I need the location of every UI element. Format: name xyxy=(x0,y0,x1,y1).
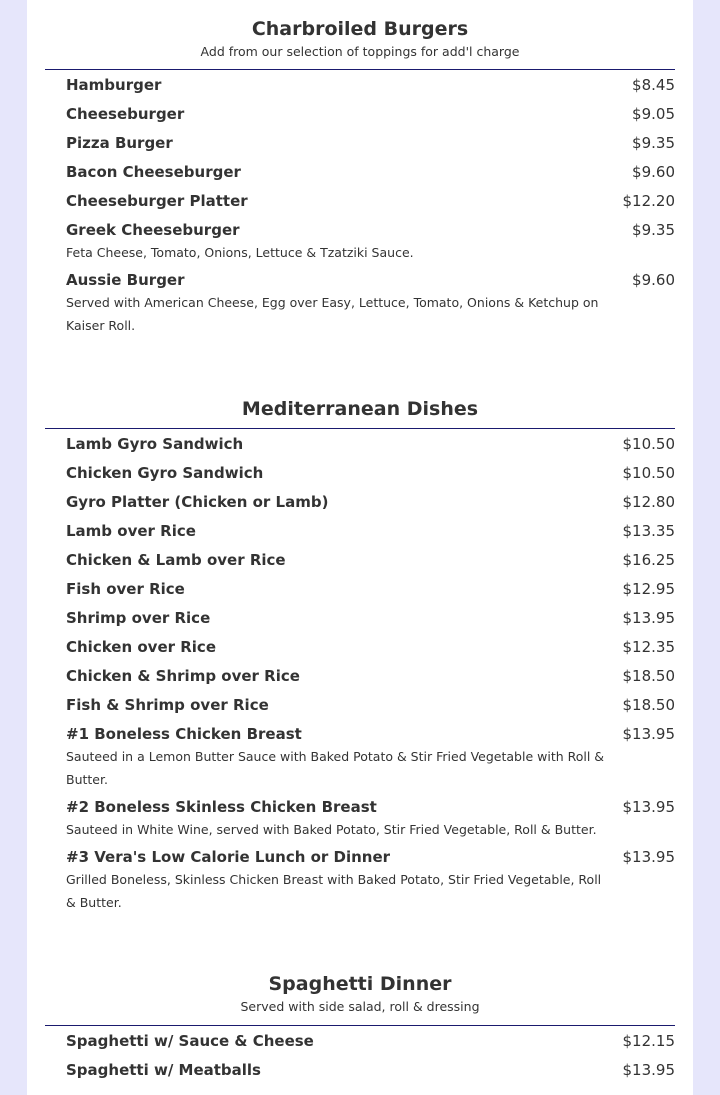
item-price: $12.20 xyxy=(622,192,675,210)
item-name: Chicken Gyro Sandwich xyxy=(66,464,264,482)
item-name: #2 Boneless Skinless Chicken Breast xyxy=(66,798,377,816)
menu-item[interactable] xyxy=(66,459,675,488)
item-price: $12.15 xyxy=(622,1032,675,1050)
menu-page xyxy=(27,0,693,1095)
item-price: $13.95 xyxy=(622,1061,675,1079)
menu-item[interactable] xyxy=(66,1056,675,1085)
item-price: $13.95 xyxy=(622,609,675,627)
menu-item[interactable] xyxy=(66,575,675,604)
item-price: $10.50 xyxy=(622,464,675,482)
item-name: Aussie Burger xyxy=(66,271,185,289)
menu-item[interactable] xyxy=(66,793,675,841)
item-price: $9.35 xyxy=(632,221,675,239)
item-price: $18.50 xyxy=(622,667,675,685)
item-name: #3 Vera's Low Calorie Lunch or Dinner xyxy=(66,848,391,866)
item-name: Greek Cheeseburger xyxy=(66,221,240,239)
item-name: Shrimp over Rice xyxy=(66,609,211,627)
item-price: $12.35 xyxy=(622,638,675,656)
item-description: Feta Cheese, Tomato, Onions, Lettuce & Tzatziki Sauce. xyxy=(66,245,414,260)
item-name: Chicken & Lamb over Rice xyxy=(66,551,286,569)
section-charbroiled-burgers xyxy=(45,17,675,339)
item-name: Cheeseburger Platter xyxy=(66,192,248,210)
item-description: Served with American Cheese, Egg over Easy, Lettuce, Tomato, Onions & Ketchup on Kaiser Roll. xyxy=(66,295,599,333)
menu-item[interactable] xyxy=(66,430,675,459)
item-name: Chicken over Rice xyxy=(66,638,216,656)
menu-item[interactable] xyxy=(66,517,675,546)
item-name: Gyro Platter (Chicken or Lamb) xyxy=(66,493,329,511)
item-name: Spaghetti w/ Meatballs xyxy=(66,1061,261,1079)
menu-item[interactable] xyxy=(66,633,675,662)
menu-item[interactable] xyxy=(66,266,675,337)
item-price: $8.45 xyxy=(632,76,675,94)
menu-item[interactable] xyxy=(66,604,675,633)
item-price: $12.80 xyxy=(622,493,675,511)
menu-item[interactable] xyxy=(66,216,675,264)
item-name: Fish & Shrimp over Rice xyxy=(66,696,269,714)
section-subtitle: Add from our selection of toppings for add'l charge xyxy=(200,44,520,59)
item-price: $10.50 xyxy=(622,435,675,453)
item-price: $9.60 xyxy=(632,163,675,181)
item-price: $9.05 xyxy=(632,105,675,123)
item-name: Fish over Rice xyxy=(66,580,185,598)
section-subtitle: Served with side salad, roll & dressing xyxy=(240,999,480,1014)
section-title: Spaghetti Dinner xyxy=(268,973,452,995)
item-price: $13.95 xyxy=(622,848,675,866)
menu-item[interactable] xyxy=(66,71,675,100)
item-price: $13.95 xyxy=(622,798,675,816)
menu-item[interactable] xyxy=(66,100,675,129)
item-price: $18.50 xyxy=(622,696,675,714)
item-price: $16.25 xyxy=(622,551,675,569)
item-price: $13.35 xyxy=(622,522,675,540)
menu-item[interactable] xyxy=(66,1027,675,1056)
item-price: $13.95 xyxy=(622,725,675,743)
item-name: Bacon Cheeseburger xyxy=(66,163,241,181)
item-description: Sauteed in a Lemon Butter Sauce with Baked Potato & Stir Fried Vegetable with Roll & Butter. xyxy=(66,749,605,787)
item-name: Hamburger xyxy=(66,76,162,94)
menu-item[interactable] xyxy=(66,129,675,158)
item-name: Lamb over Rice xyxy=(66,522,196,540)
section-spaghetti-dinner xyxy=(45,972,675,1085)
item-name: Chicken & Shrimp over Rice xyxy=(66,667,300,685)
menu-item[interactable] xyxy=(66,488,675,517)
item-description: Grilled Boneless, Skinless Chicken Breast with Baked Potato, Stir Fried Vegetable, Roll & Butter. xyxy=(66,872,602,910)
menu-item[interactable] xyxy=(66,546,675,575)
item-name: Pizza Burger xyxy=(66,134,173,152)
item-name: #1 Boneless Chicken Breast xyxy=(66,725,302,743)
menu-item[interactable] xyxy=(66,843,675,914)
item-name: Lamb Gyro Sandwich xyxy=(66,435,244,453)
section-title: Mediterranean Dishes xyxy=(241,398,479,420)
section-title: Charbroiled Burgers xyxy=(251,18,469,40)
item-price: $12.95 xyxy=(622,580,675,598)
menu-item[interactable] xyxy=(66,720,675,791)
item-description: Sauteed in White Wine, served with Baked Potato, Stir Fried Vegetable, Roll & Butter. xyxy=(66,822,597,837)
item-name: Cheeseburger xyxy=(66,105,185,123)
menu-item[interactable] xyxy=(66,662,675,691)
menu-item[interactable] xyxy=(66,691,675,720)
section-mediterranean-dishes xyxy=(45,397,675,916)
menu-item[interactable] xyxy=(66,187,675,216)
item-name: Spaghetti w/ Sauce & Cheese xyxy=(66,1032,314,1050)
item-price: $9.35 xyxy=(632,134,675,152)
item-price: $9.60 xyxy=(632,271,675,289)
menu-item[interactable] xyxy=(66,158,675,187)
